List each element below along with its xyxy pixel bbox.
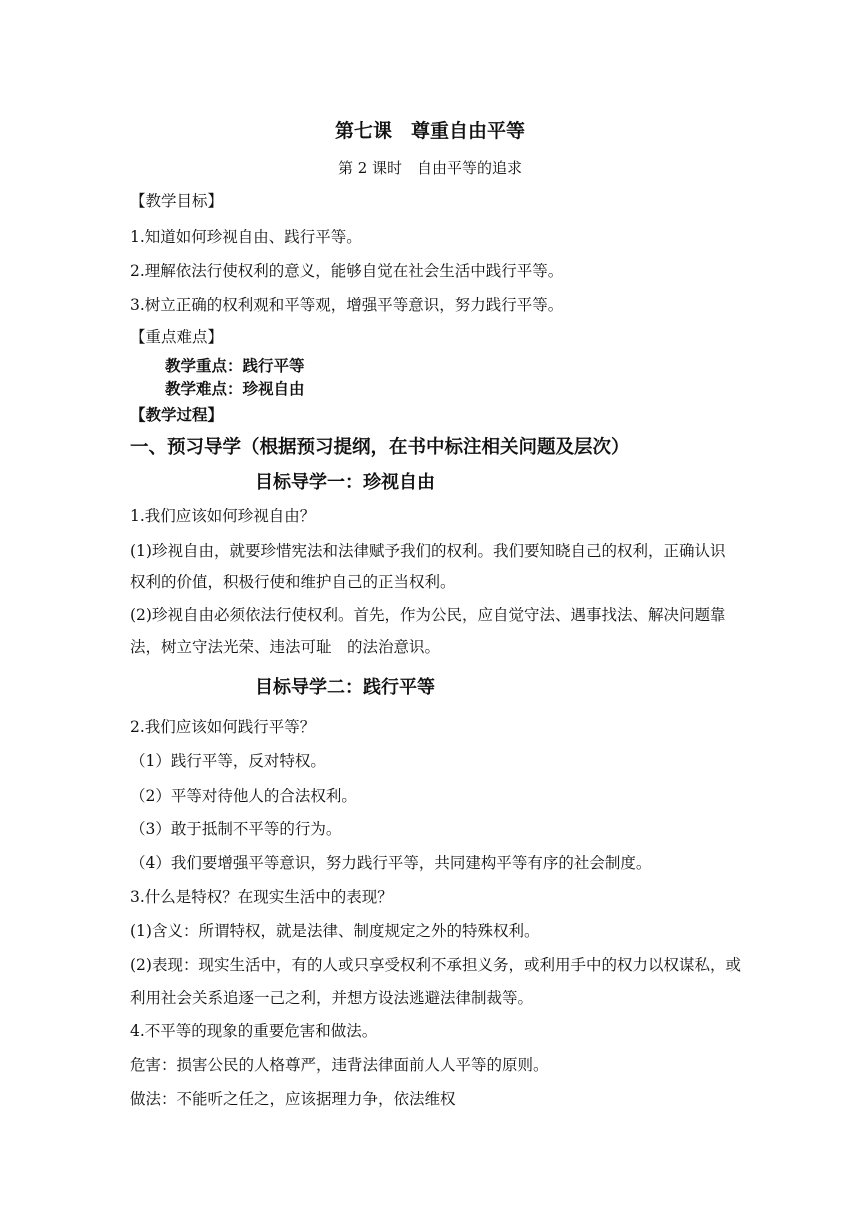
lesson-subtitle: 第 2 课时 自由平等的追求 [337,159,523,177]
answer-4-harm: 危害：损害公民的人格尊严，违背法律面前人人平等的原则。 [130,1056,549,1074]
section-goal-heading: 【教学目标】 [130,192,224,210]
goal-item-3: 3.树立正确的权利观和平等观，增强平等意识，努力践行平等。 [130,296,564,314]
answer-3-2-line-2: 利用社会关系追逐一己之利，并想方设法逃避法律制裁等。 [130,989,534,1007]
target-heading-1: 目标导学一：珍视自由 [255,472,435,493]
answer-3-1: (1)含义：所谓特权，就是法律、制度规定之外的特殊权利。 [130,922,540,940]
answer-4-method: 做法：不能听之任之，应该据理力争，依法维权 [130,1090,456,1108]
question-1: 1.我们应该如何珍视自由？ [130,507,316,525]
difficult-point: 教学难点：珍视自由 [165,380,305,398]
question-2: 2.我们应该如何践行平等？ [130,718,316,736]
lesson-title: 第七课 尊重自由平等 [334,120,525,142]
answer-2-3: （3）敢于抵制不平等的行为。 [130,820,342,838]
key-point: 教学重点：践行平等 [165,357,305,375]
target-heading-2: 目标导学二：践行平等 [255,677,435,698]
section-key-heading: 【重点难点】 [130,328,224,346]
preview-heading: 一、预习导学（根据预习提纲，在书中标注相关问题及层次） [130,437,630,458]
question-3: 3.什么是特权？在现实生活中的表现？ [130,888,393,906]
section-process-heading: 【教学过程】 [130,406,224,424]
answer-1-2-line-1: (2)珍视自由必须依法行使权利。首先，作为公民，应自觉守法、遇事找法、解决问题靠 [130,606,726,624]
goal-item-2: 2.理解依法行使权利的意义，能够自觉在社会生活中践行平等。 [130,262,564,280]
answer-2-2: （2）平等对待他人的合法权利。 [130,787,357,805]
answer-1-1-line-1: (1)珍视自由，就要珍惜宪法和法律赋予我们的权利。我们要知晓自己的权利，正确认识 [130,542,726,560]
question-4: 4.不平等的现象的重要危害和做法。 [130,1022,378,1040]
goal-item-1: 1.知道如何珍视自由、践行平等。 [130,228,362,246]
answer-1-1-line-2: 权利的价值，积极行使和维护自己的正当权利。 [130,573,456,591]
answer-1-2-line-2: 法，树立守法光荣、违法可耻 的法治意识。 [130,638,441,656]
answer-2-4: （4）我们要增强平等意识，努力践行平等，共同建构平等有序的社会制度。 [130,854,652,872]
answer-2-1: （1）践行平等，反对特权。 [130,752,326,770]
answer-3-2-line-1: (2)表现：现实生活中，有的人或只享受权利不承担义务，或利用手中的权力以权谋私，或 [130,956,741,974]
